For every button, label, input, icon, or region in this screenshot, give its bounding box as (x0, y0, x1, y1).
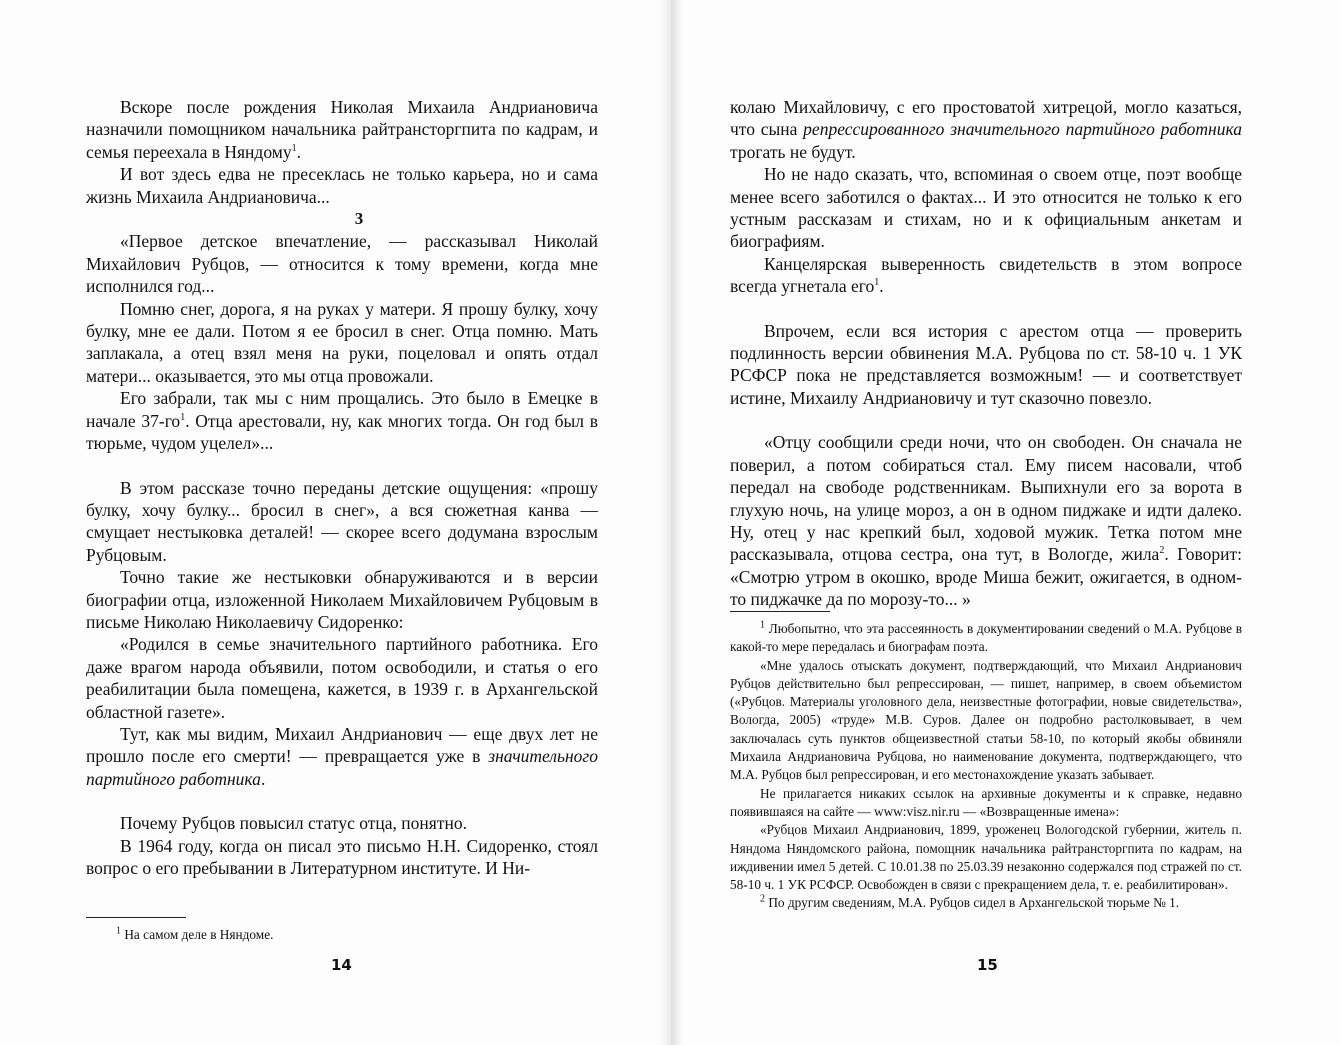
quote-paragraph: «Отцу сообщили среди ночи, что он свободен. Он сначала не поверил, а потом собираться стал. Ему писем насовали, чтоб передал на свободе родственникам. Выпихнули его за ворота в глухую ночь, на улице мороз, а он в одном пиджаке и идти далеко. Ну, отец у нас крепкий был, ходовой мужик. Тетка потом мне рассказывала, отцова сестра, она тут, в Вологде, жила$^2$. Говорит: «Смотрю утром в окошко, вроде Миша бежит, ожигается, в одном-то пиджачке да по морозу-то... » (730, 432, 1242, 610)
section-number: 3 (354, 209, 364, 229)
left-page (0, 0, 660, 1045)
right-page-body (730, 96, 1242, 611)
paragraph: Канцелярская выверенность свидетельств в этом вопросе всегда угнетала его$^1$. (730, 253, 1242, 297)
footnote-marker: 1 (291, 142, 297, 154)
left-page-body (86, 96, 598, 879)
page-number: 15 (977, 956, 998, 974)
right-footnotes (730, 620, 1242, 913)
footnote: «Рубцов Михаил Андрианович, 1899, уроженец Вологодской губернии, житель п. Няндома Няндомского района, помощник начальника райтрансторгпита по кадрам, на иждивении имел 5 детей. С 10.01.38 по 25.03.39 незаконно содержался под стражей по ст. 58-10 ч. 1 УК РСФСР. Освобожден в связи с прекращением дела, т. е. реабилитирован». (730, 822, 1242, 893)
footnote-marker: 1 (180, 411, 186, 423)
letter-quote: «Родился в семье значительного партийного работника. Его даже врагом народа объявили, потом освободили, и статья о его реабилитации была помещена, кажется, в 1939 г. в Архангельской областной газете». (86, 634, 598, 722)
page-number: 14 (331, 956, 352, 974)
paragraph: Почему Рубцов повысил статус отца, понятно. (120, 813, 467, 834)
footnote-marker: 2 (1159, 545, 1165, 557)
italic-phrase: значительного партийного работника (86, 746, 598, 789)
quote-paragraph: Его забрали, так мы с ним прощались. Это было в Емецке в начале $37-го^1$. Отца арестовали, ну, как многих тогда. Он год был в тюрьме, чудом уцелел»... (86, 388, 598, 454)
paragraph: И вот здесь едва не пресеклась не только карьера, но и сама жизнь Михаила Андриановича... (86, 164, 598, 207)
italic-phrase: репрессированного значительного партийного работника (803, 119, 1242, 140)
footnote-rule (730, 611, 830, 612)
footnote: Не прилагается никаких ссылок на архивные документы и к справке, недавно появившаяся на сайте — www:visz.nir.ru — «Возвращенные имена»: (730, 785, 1242, 819)
footnote-marker: 1 (874, 277, 880, 289)
left-footnotes (86, 926, 598, 944)
quote-paragraph: Помню снег, дорога, я на руках у матери. Я прошу булку, хочу булку, мне ее дали. Потом я ее бросил в снег. Отца помню. Мать заплакала, а отец взял меня на руки, поцеловал и опять отдал матери... оказывается, это мы отца провожали. (86, 298, 598, 386)
paragraph: Но не надо сказать, что, вспоминая о своем отце, поэт вообще менее всего заботился о фактах... И это относится не только к его устным рассказам и стихам, но и к официальным анкетам и биографиям. (730, 164, 1242, 252)
footnote: «Мне удалось отыскать документ, подтверждающий, что Михаил Андрианович Рубцов действительно был репрессирован, — пишет, например, в своем объемистом («Рубцов. Материалы уголовного дела, неизвестные фотографии, новые свидетельства», Вологда, 2005) «труде» М.В. Суров. Далее он подробно растолковывает, в чем заключалась суть пунктов общеизвестной статьи 58-10, по который якобы обвиняли Михаила Андриановича Рубцова, но наименование документа, подтверждающего, что М.А. Рубцов был репрессирован, и его местонахождение указать забывает. (730, 657, 1242, 783)
paragraph: Впрочем, если вся история с арестом отца — проверить подлинность версии обвинения М.А. Рубцова по ст. 58-10 ч. 1 УК РСФСР пока не представляется возможным! — и соответствует истине, Михаилу Андриановичу и тут сказочно повезло. (730, 320, 1242, 408)
book-gutter (660, 0, 682, 1045)
paragraph: Тут, как мы видим, Михаил Андрианович — еще двух лет не прошло после его смерти! — превращается уже в значительного партийного работника. (86, 723, 598, 789)
paragraph: В этом рассказе точно переданы детские ощущения: «прошу булку, хочу булку... бросил в снег», а вся сюжетная канва — смущает нестыковка деталей! — скорее всего додумана взрослым Рубцовым. (86, 477, 598, 565)
footnote: $^1$ На самом деле в Няндоме. (116, 925, 274, 942)
footnote-rule (86, 917, 186, 918)
paragraph: Точно такие же нестыковки обнаруживаются и в версии биографии отца, изложенной Николаем Михайловичем Рубцовым в письме Николаю Николаевичу Сидоренко: (86, 567, 598, 632)
right-page (682, 0, 1340, 1045)
quote-paragraph: «Первое детское впечатление, — рассказывал Николай Михайлович Рубцов, — относится к тому времени, когда мне исполнился год... (86, 231, 598, 297)
footnote: $^1$ Любопытно, что эта рассеянность в документировании сведений о М.А. Рубцове в какой-то мере передалась и биографам поэта. (730, 619, 1242, 655)
footnote: $^2$ По другим сведениям, М.А. Рубцов сидел в Архангельской тюрьме № 1. (760, 894, 1180, 911)
paragraph: колаю Михайловичу, с его простоватой хитрецой, могло казаться, что сына репрессированного значительного партийного работника трогать не будут. (730, 97, 1242, 162)
paragraph: Вскоре после рождения Николая Михаила Андриановича назначили помощником начальника райтрансторгпита по кадрам, и семья переехала в Няндому$^1$. (86, 97, 598, 162)
paragraph: В 1964 году, когда он писал это письмо Н.Н. Сидоренко, стоял вопрос о его пребывании в Литературном институте. И Ни- (86, 835, 598, 878)
